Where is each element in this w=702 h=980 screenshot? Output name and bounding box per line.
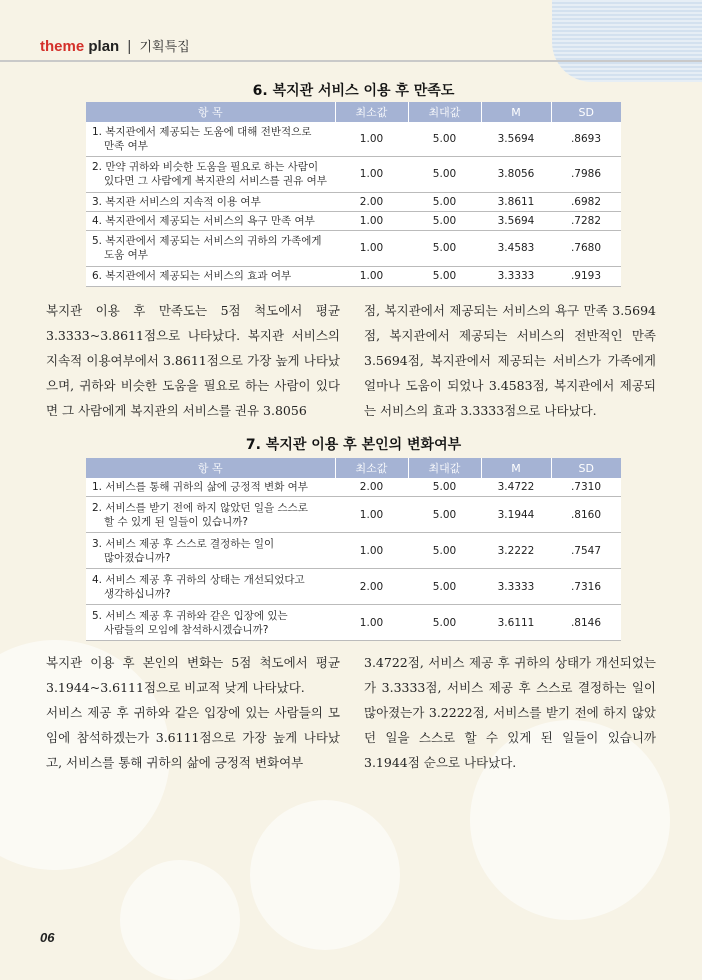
row-min: 1.00: [335, 230, 408, 266]
row-max: 5.00: [408, 230, 481, 266]
row-min: 1.00: [335, 156, 408, 192]
row-item-label: [86, 156, 335, 192]
row-min: 2.00: [335, 478, 408, 497]
row-item-label: [86, 211, 335, 230]
table-row: [86, 478, 621, 497]
row-item-line1: 4. 복지관에서 제공되는 서비스의 욕구 만족 여부: [92, 214, 315, 227]
row-min: 1.00: [335, 497, 408, 533]
row-mean: 3.2222: [481, 533, 551, 569]
row-sd: .8146: [551, 605, 621, 641]
table-row: [86, 192, 621, 211]
header-section: 기획특집: [139, 39, 190, 54]
row-mean: 3.5694: [481, 122, 551, 156]
table-row: [86, 266, 621, 286]
row-item-label: [86, 605, 335, 641]
row-sd: .7547: [551, 533, 621, 569]
row-max: 5.00: [408, 605, 481, 641]
section6-title: 6. 복지관 서비스 이용 후 만족도: [252, 83, 455, 99]
row-item-line2: 생각하십니까?: [104, 587, 171, 600]
table-row: [86, 533, 621, 569]
col-header-min: 최소값: [335, 458, 408, 478]
row-item-label: [86, 478, 335, 497]
row-item-label: [86, 569, 335, 605]
header-plan: plan: [88, 38, 120, 55]
col-header-max: 최대값: [408, 102, 481, 122]
row-sd: .7316: [551, 569, 621, 605]
col-header-item: 항 목: [86, 102, 335, 122]
row-item-label: [86, 533, 335, 569]
table-row: [86, 211, 621, 230]
section7-paragraph-left: [46, 650, 340, 775]
row-item-line1: 2. 만약 귀하와 비슷한 도움을 필요로 하는 사람이: [92, 161, 319, 173]
row-item-line2: 사람들의 모임에 참석하시겠습니까?: [104, 623, 269, 636]
row-max: 5.00: [408, 156, 481, 192]
row-item-line2: 만족 여부: [104, 139, 148, 152]
table-row: [86, 497, 621, 533]
row-mean: 3.6111: [481, 605, 551, 641]
row-item-line2: 많아졌습니까?: [104, 551, 171, 564]
row-item-line1: 6. 복지관에서 제공되는 서비스의 효과 여부: [92, 270, 292, 282]
row-mean: 3.4583: [481, 230, 551, 266]
row-item-line1: 2. 서비스를 받기 전에 하지 않았던 일을 스스로: [92, 501, 308, 514]
row-item-label: [86, 497, 335, 533]
row-min: 1.00: [335, 533, 408, 569]
row-sd: .8693: [551, 122, 621, 156]
row-item-line2: 할 수 있게 된 일들이 있습니까?: [104, 515, 248, 528]
row-item-line2: 도움 여부: [104, 249, 148, 261]
row-item-label: [86, 192, 335, 211]
col-header-m: M: [481, 458, 551, 478]
row-item-line1: 5. 서비스 제공 후 귀하와 같은 입장에 있는: [92, 609, 288, 622]
row-sd: .6982: [551, 192, 621, 211]
header-divider: [0, 60, 702, 62]
background-circle: [120, 860, 240, 980]
row-mean: 3.3333: [481, 569, 551, 605]
row-min: 1.00: [335, 122, 408, 156]
row-max: 5.00: [408, 211, 481, 230]
row-mean: 3.3333: [481, 266, 551, 286]
change-table: [86, 458, 621, 641]
background-circle: [250, 800, 400, 950]
section6-paragraph-right: 점, 복지관에서 제공되는 서비스의 욕구 만족 3.5694점, 복지관에서 제공되는 서비스의 전반적인 만족 3.5694점, 복지관에서 제공되는 서비스가 가족에게 얼마나 도움이 되었나 3.4583점, 복지관에서 제공되는 서비스의 효과 3.3333점으로 나타났다.: [364, 303, 656, 418]
row-item-label: [86, 230, 335, 266]
col-header-m: M: [481, 102, 551, 122]
row-item-line1: 4. 서비스 제공 후 귀하의 상태는 개선되었다고: [92, 573, 305, 586]
section7-paragraph-left-1: 복지관 이용 후 본인의 변화는 5점 척도에서 평균 3.1944~3.6111점으로 비교적 낮게 나타났다.: [46, 655, 340, 695]
section6-paragraph-left: 복지관 이용 후 만족도는 5점 척도에서 평균 3.3333~3.8611점으로 나타났다. 복지관 서비스의 지속적 이용여부에서 3.8611점으로 가장 높게 나타났으며, 귀하와 비슷한 도움을 필요로 하는 사람이 있다면 그 사람에게 복지관의 서비스를 권유 3.8056: [46, 303, 340, 418]
row-mean: 3.4722: [481, 478, 551, 497]
header-separator: |: [127, 38, 132, 55]
col-header-sd: SD: [551, 458, 621, 478]
row-mean: 3.5694: [481, 211, 551, 230]
table-row: [86, 230, 621, 266]
row-min: 1.00: [335, 211, 408, 230]
col-header-item: 항 목: [86, 458, 335, 478]
row-item-line1: 1. 복지관에서 제공되는 도움에 대해 전반적으로: [92, 125, 312, 138]
row-item-label: [86, 266, 335, 286]
satisfaction-table: [86, 102, 621, 287]
table-row: [86, 569, 621, 605]
row-min: 2.00: [335, 569, 408, 605]
row-min: 1.00: [335, 605, 408, 641]
col-header-min: 최소값: [335, 102, 408, 122]
row-max: 5.00: [408, 497, 481, 533]
row-min: 2.00: [335, 192, 408, 211]
row-max: 5.00: [408, 478, 481, 497]
row-mean: 3.8611: [481, 192, 551, 211]
section7-paragraph-left-2: 서비스 제공 후 귀하와 같은 입장에 있는 사람들의 모임에 참석하겠는가 3.6111점으로 가장 높게 나타났고, 서비스를 통해 귀하의 삶에 긍정적 변화여부: [46, 705, 340, 770]
row-item-label: [86, 122, 335, 156]
row-max: 5.00: [408, 533, 481, 569]
col-header-sd: SD: [551, 102, 621, 122]
section7-paragraph-right: 3.4722점, 서비스 제공 후 귀하의 상태가 개선되었는가 3.3333점, 서비스 제공 후 스스로 결정하는 일이 많아졌는가 3.2222점, 서비스를 받기 전에 하지 않았던 일을 스스로 할 수 있게 된 일들이 있습니까 3.1944점 순으로 나타났다.: [364, 655, 656, 770]
header-theme: theme: [40, 38, 85, 55]
row-item-line1: 3. 복지관 서비스의 지속적 이용 여부: [92, 195, 261, 208]
page-number: 06: [40, 930, 55, 945]
page-header: [40, 36, 190, 55]
row-sd: .7680: [551, 230, 621, 266]
row-max: 5.00: [408, 192, 481, 211]
row-max: 5.00: [408, 122, 481, 156]
col-header-max: 최대값: [408, 458, 481, 478]
row-sd: .7282: [551, 211, 621, 230]
row-item-line1: 3. 서비스 제공 후 스스로 결정하는 일이: [92, 537, 275, 550]
row-item-line2: 있다면 그 사람에게 복지관의 서비스를 권유 여부: [104, 175, 327, 187]
table-row: [86, 605, 621, 641]
row-sd: .7310: [551, 478, 621, 497]
row-mean: 3.1944: [481, 497, 551, 533]
row-item-line1: 1. 서비스를 통해 귀하의 삶에 긍정적 변화 여부: [92, 481, 308, 493]
row-sd: .7986: [551, 156, 621, 192]
table-row: [86, 122, 621, 156]
table-row: [86, 156, 621, 192]
row-sd: .9193: [551, 266, 621, 286]
section7-title: 7. 복지관 이용 후 본인의 변화여부: [245, 437, 462, 453]
row-max: 5.00: [408, 266, 481, 286]
row-sd: .8160: [551, 497, 621, 533]
header-decoration: [552, 0, 702, 82]
row-item-line1: 5. 복지관에서 제공되는 서비스의 귀하의 가족에게: [92, 235, 322, 247]
row-min: 1.00: [335, 266, 408, 286]
row-mean: 3.8056: [481, 156, 551, 192]
row-max: 5.00: [408, 569, 481, 605]
